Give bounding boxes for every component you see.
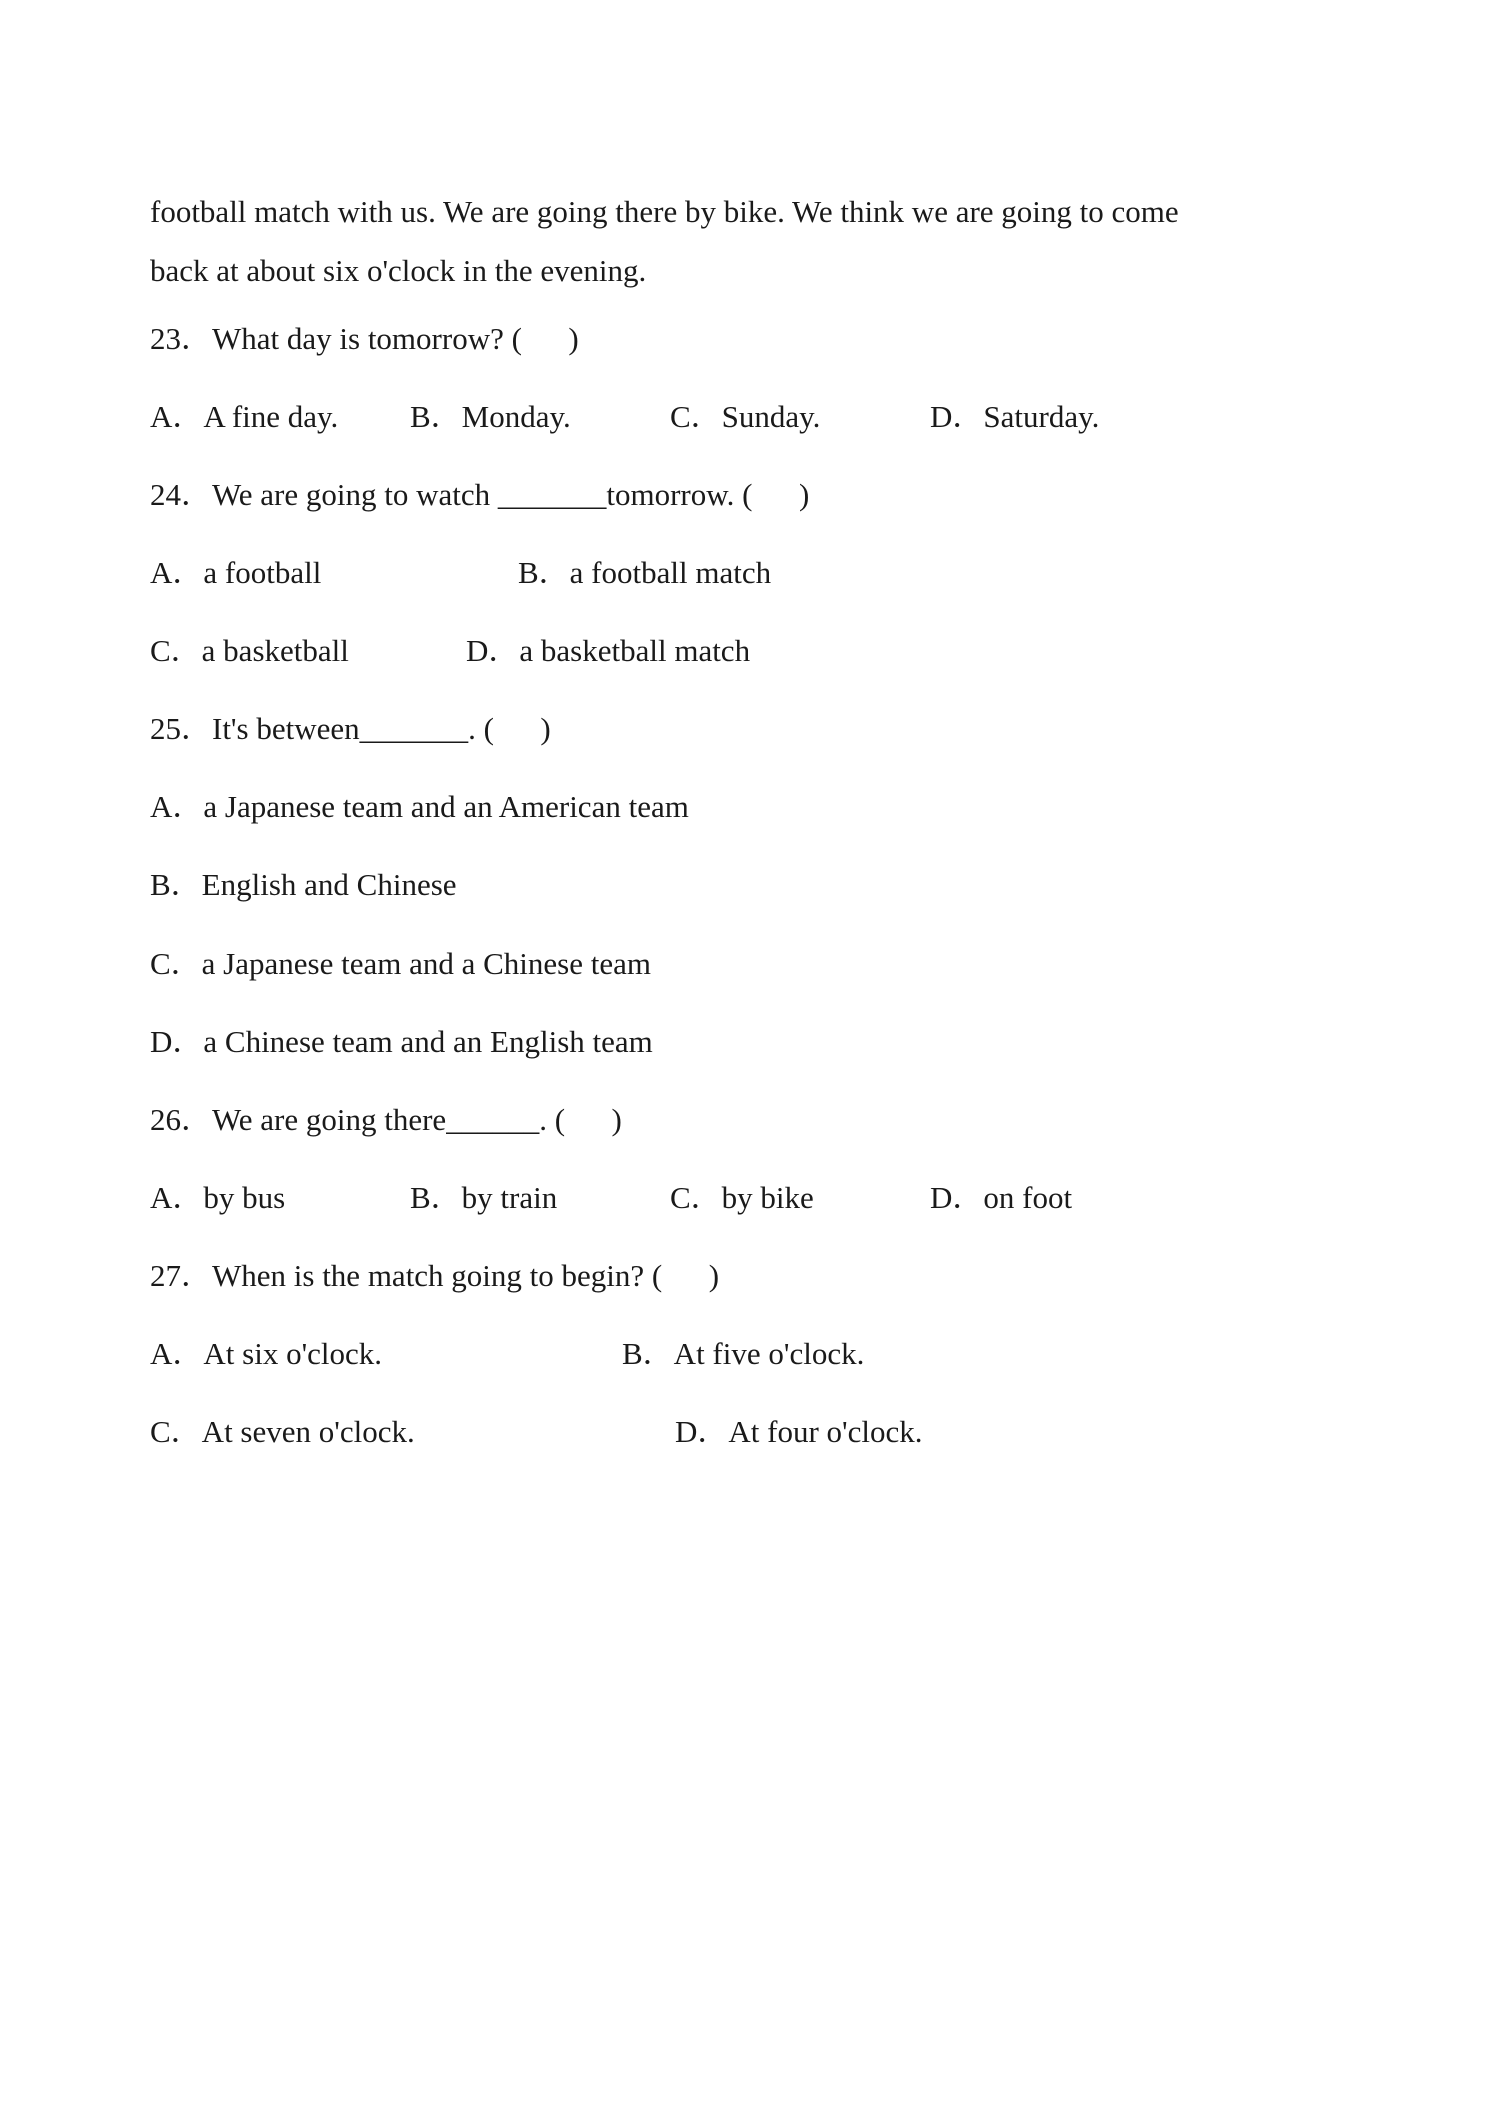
option-c[interactable]: C．Sunday. [670,399,821,434]
question-stem: 23．What day is tomorrow? ( ) [150,321,579,356]
option-d[interactable]: D．a basketball match [466,633,751,668]
option-d[interactable]: D．a Chinese team and an English team [150,1024,653,1059]
passage-line: back at about six o'clock in the evening. [150,253,647,288]
option-d[interactable]: D．on foot [930,1180,1073,1215]
option-d[interactable]: D．At four o'clock. [675,1414,923,1449]
option-a[interactable]: A．a football [150,555,322,590]
option-b[interactable]: B．English and Chinese [150,867,457,902]
option-b[interactable]: B．by train [410,1180,558,1215]
option-c[interactable]: C．a basketball [150,633,349,668]
option-a[interactable]: A．At six o'clock. [150,1336,383,1371]
question-stem: 25．It's between_______. ( ) [150,711,551,746]
option-a[interactable]: A．by bus [150,1180,286,1215]
option-a[interactable]: A．A fine day. [150,399,339,434]
question-stem: 24．We are going to watch _______tomorrow. ( ) [150,477,810,512]
option-b[interactable]: B．At five o'clock. [622,1336,865,1371]
question-stem: 26．We are going there______. ( ) [150,1102,622,1137]
option-d[interactable]: D．Saturday. [930,399,1100,434]
option-c[interactable]: C．by bike [670,1180,814,1215]
question-stem: 27．When is the match going to begin? ( ) [150,1258,720,1293]
option-c[interactable]: C．At seven o'clock. [150,1414,415,1449]
option-b[interactable]: B．a football match [518,555,772,590]
option-a[interactable]: A．a Japanese team and an American team [150,789,689,824]
passage-line: football match with us. We are going there by bike. We think we are going to come [150,194,1179,229]
option-c[interactable]: C．a Japanese team and a Chinese team [150,946,651,981]
option-b[interactable]: B．Monday. [410,399,571,434]
